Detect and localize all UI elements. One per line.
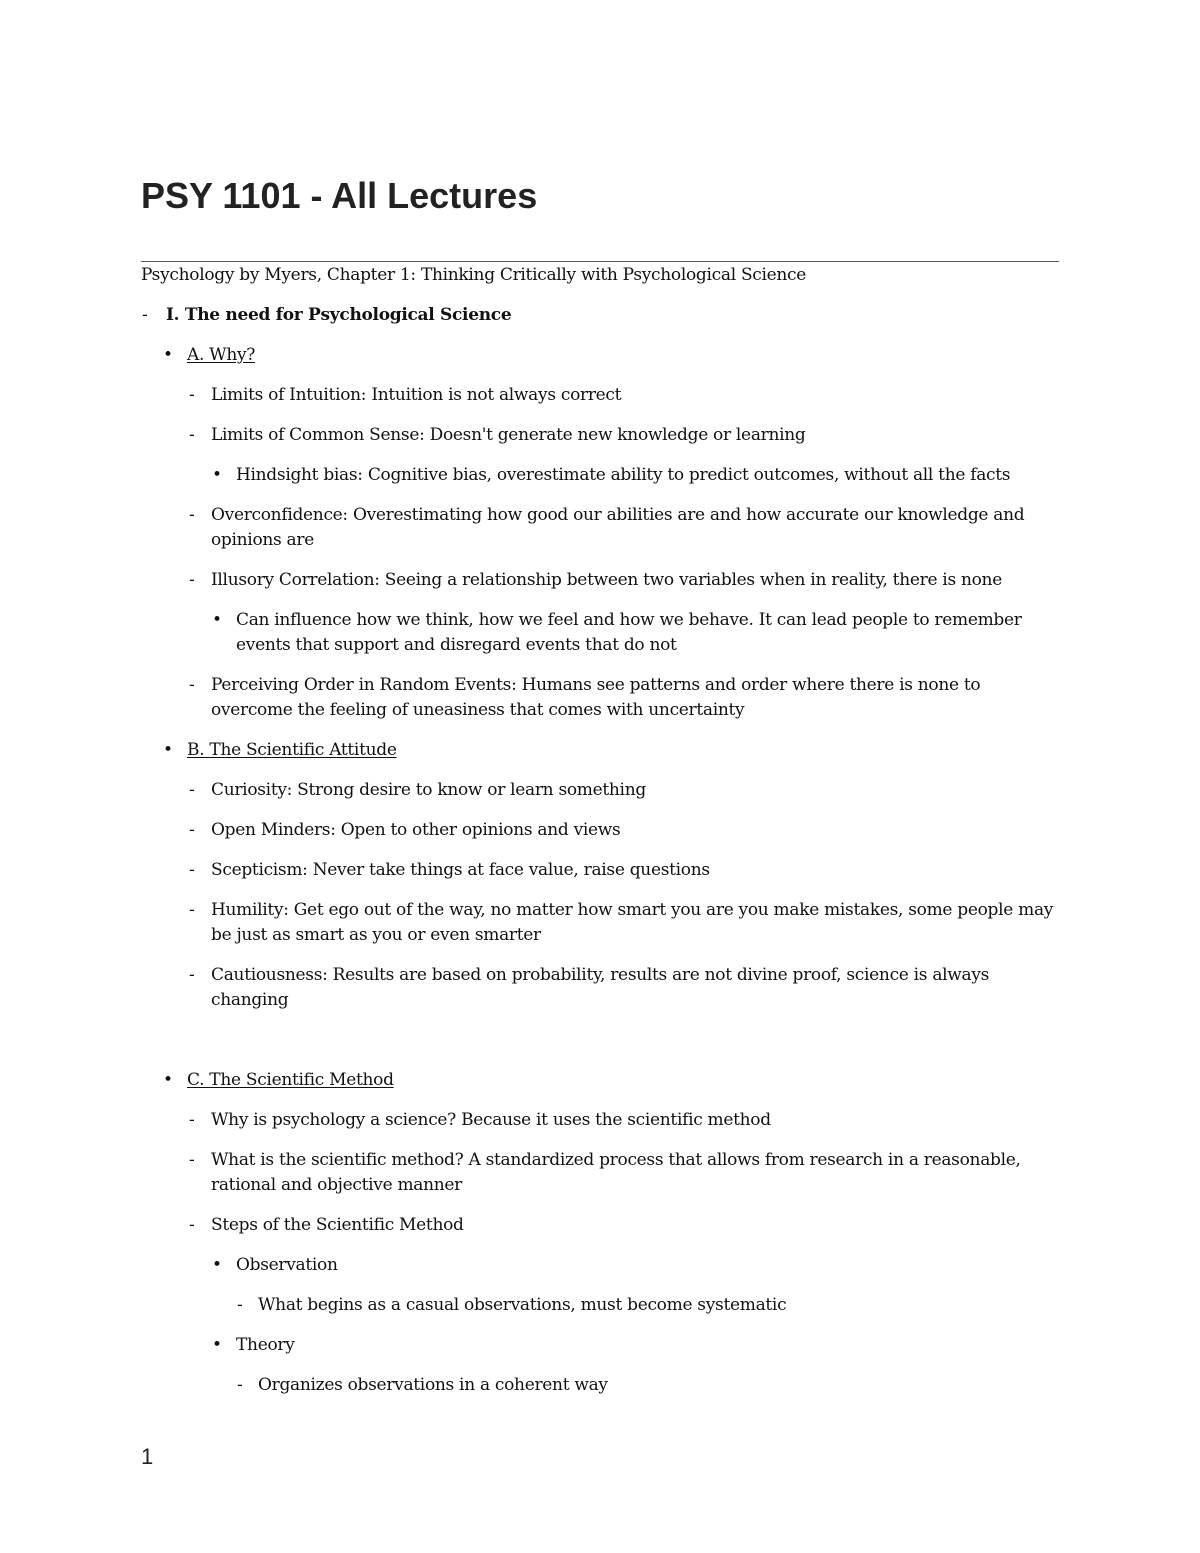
bullet-marker: • bbox=[163, 740, 173, 760]
list-item-text: Open Minders: Open to other opinions and views bbox=[211, 820, 621, 840]
dash-marker: - bbox=[189, 780, 195, 800]
bullet-marker: • bbox=[212, 1255, 222, 1275]
list-item-text: Can influence how we think, how we feel and how we behave. It can lead people to remember events that support and disregard events that do not bbox=[236, 610, 1022, 655]
list-item bbox=[141, 1108, 1059, 1133]
subsection-heading bbox=[141, 343, 1059, 368]
document-body bbox=[141, 263, 1059, 1398]
dash-marker: - bbox=[189, 675, 195, 695]
list-item-text: Illusory Correlation: Seeing a relationship between two variables when in reality, there is none bbox=[211, 570, 1002, 590]
list-item-text: Cautiousness: Results are based on probability, results are not divine proof, science is always changing bbox=[211, 965, 990, 1010]
page-number: 1 bbox=[141, 1444, 154, 1469]
list-item-text: Humility: Get ego out of the way, no matter how smart you are you make mistakes, some people may be just as smart as you or even smarter bbox=[211, 900, 1054, 945]
dash-marker: - bbox=[189, 570, 195, 590]
dash-marker: - bbox=[189, 425, 195, 445]
list-item bbox=[141, 568, 1059, 593]
dash-marker: - bbox=[189, 1215, 195, 1235]
bullet-marker: • bbox=[163, 1070, 173, 1090]
list-item-text: Hindsight bias: Cognitive bias, overestimate ability to predict outcomes, without all the facts bbox=[236, 465, 1011, 485]
bullet-marker: • bbox=[212, 610, 222, 630]
list-item-text: Overconfidence: Overestimating how good our abilities are and how accurate our knowledge and opinions are bbox=[211, 505, 1025, 550]
dash-marker: - bbox=[189, 385, 195, 405]
dash-marker: - bbox=[237, 1375, 243, 1395]
dash-marker: - bbox=[189, 965, 195, 985]
list-item bbox=[141, 608, 1059, 658]
list-item-text: Limits of Common Sense: Doesn't generate new knowledge or learning bbox=[211, 425, 806, 445]
list-item bbox=[141, 673, 1059, 723]
list-item-text: What begins as a casual observations, must become systematic bbox=[258, 1295, 787, 1315]
list-item bbox=[141, 858, 1059, 883]
list-item bbox=[141, 1253, 1059, 1278]
subsection-heading-text: A. Why? bbox=[187, 345, 256, 365]
list-item bbox=[141, 503, 1059, 553]
document-title: PSY 1101 - All Lectures bbox=[141, 175, 538, 216]
dash-marker: - bbox=[189, 1110, 195, 1130]
subsection-heading-text: C. The Scientific Method bbox=[187, 1070, 394, 1090]
bullet-marker: • bbox=[163, 345, 173, 365]
list-item-text: Scepticism: Never take things at face value, raise questions bbox=[211, 860, 710, 880]
list-item bbox=[141, 1373, 1059, 1398]
list-item-text: Organizes observations in a coherent way bbox=[258, 1375, 608, 1395]
bullet-marker: • bbox=[212, 465, 222, 485]
chapter-subtitle: Psychology by Myers, Chapter 1: Thinking Critically with Psychological Science bbox=[141, 265, 807, 285]
list-item bbox=[141, 778, 1059, 803]
list-item bbox=[141, 818, 1059, 843]
dash-marker: - bbox=[189, 1150, 195, 1170]
list-item-text: Theory bbox=[236, 1335, 295, 1355]
section-heading bbox=[141, 303, 1059, 328]
subsection-heading bbox=[141, 738, 1059, 763]
dash-marker: - bbox=[189, 900, 195, 920]
list-item bbox=[141, 963, 1059, 1013]
list-item-text: Perceiving Order in Random Events: Humans see patterns and order where there is none to overcome the feeling of uneasiness that comes with uncertainty bbox=[211, 675, 981, 720]
list-item-text: Curiosity: Strong desire to know or learn something bbox=[211, 780, 646, 800]
list-item bbox=[141, 1293, 1059, 1318]
dash-marker: - bbox=[189, 860, 195, 880]
list-item-text: Limits of Intuition: Intuition is not always correct bbox=[211, 385, 622, 405]
title-divider bbox=[141, 261, 1059, 262]
list-item-text: What is the scientific method? A standardized process that allows from research in a reasonable, rational and objective manner bbox=[211, 1150, 1021, 1195]
list-item-text: Steps of the Scientific Method bbox=[211, 1215, 464, 1235]
subsection-heading bbox=[141, 1068, 1059, 1093]
list-item-text: Why is psychology a science? Because it uses the scientific method bbox=[211, 1110, 771, 1130]
list-item bbox=[141, 383, 1059, 408]
list-item bbox=[141, 1333, 1059, 1358]
list-item-text: Observation bbox=[236, 1255, 338, 1275]
bullet-marker: • bbox=[212, 1335, 222, 1355]
dash-marker: - bbox=[189, 820, 195, 840]
dash-marker: - bbox=[142, 305, 148, 325]
list-item bbox=[141, 1148, 1059, 1198]
section-heading-text: I. The need for Psychological Science bbox=[166, 305, 512, 325]
list-item bbox=[141, 898, 1059, 948]
list-item bbox=[141, 463, 1059, 488]
subsection-heading-text: B. The Scientific Attitude bbox=[187, 740, 397, 760]
list-item bbox=[141, 423, 1059, 448]
dash-marker: - bbox=[189, 505, 195, 525]
dash-marker: - bbox=[237, 1295, 243, 1315]
list-item bbox=[141, 1213, 1059, 1238]
